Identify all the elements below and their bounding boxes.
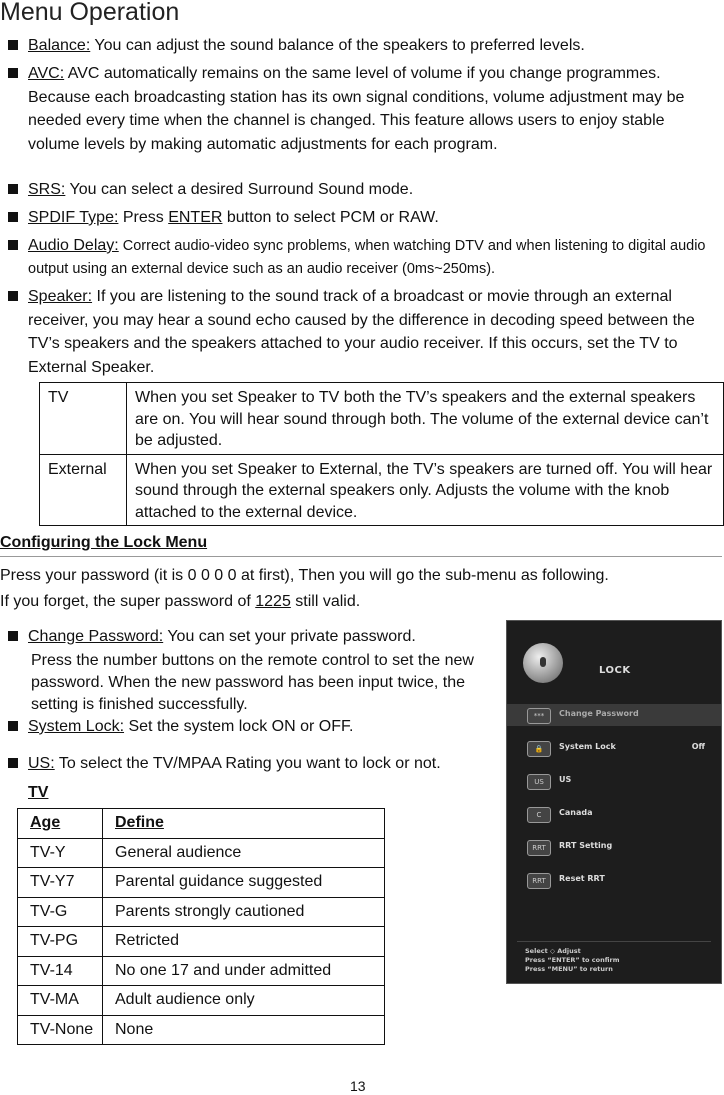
menu-title: LOCK <box>599 665 631 676</box>
srs-term: SRS: <box>28 181 66 198</box>
balance-paragraph <box>28 34 720 58</box>
page-title: Menu Operation <box>0 0 180 26</box>
bullet-icon <box>8 721 18 731</box>
bullet-icon <box>8 631 18 641</box>
menu-item-reset-rrt[interactable] <box>507 869 721 891</box>
footer-line: Select ◇ Adjust <box>525 947 581 955</box>
section-heading <box>0 534 722 557</box>
balance-term: Balance: <box>28 37 91 54</box>
page-number: 13 <box>350 1078 366 1094</box>
rating-table <box>17 808 385 1045</box>
menu-item-us[interactable] <box>507 770 721 792</box>
rrt-icon: RRT <box>527 840 551 856</box>
table-cell: TV-None <box>18 1015 103 1045</box>
srs-text: You can select a desired Surround Sound mode. <box>65 181 414 198</box>
audio-delay-paragraph <box>28 234 720 281</box>
menu-item-value: Off <box>691 742 705 751</box>
change-password-text: You can set your private password. <box>163 628 416 645</box>
speaker-text: If you are listening to the sound track of a broadcast or movie through an external receiver, you may hear a sound echo caused by the difference in decoding speed between the TV’s speakers and the speakers attached to your audio receiver. If this occurs, set the TV to External Speaker. <box>28 288 695 376</box>
system-lock-paragraph <box>28 715 498 739</box>
canada-icon: C <box>527 807 551 823</box>
table-row <box>18 927 385 957</box>
spdif-paragraph <box>28 206 720 230</box>
bullet-icon <box>8 240 18 250</box>
table-row <box>40 454 724 526</box>
lock-intro-2 <box>0 593 360 611</box>
system-lock-text: Set the system lock ON or OFF. <box>124 718 354 735</box>
change-password-paragraph <box>28 625 508 649</box>
bullet-icon <box>8 212 18 222</box>
table-cell: General audience <box>103 838 385 868</box>
divider <box>517 941 711 942</box>
us-term: US: <box>28 755 55 772</box>
system-lock-term: System Lock: <box>28 718 125 735</box>
table-cell: Parental guidance suggested <box>103 868 385 898</box>
speaker-table <box>39 382 724 526</box>
section-heading-text: Configuring the Lock Menu <box>0 534 208 551</box>
table-cell: TV-G <box>18 897 103 927</box>
table-header-row <box>18 809 385 839</box>
lock-intro-1: Press your password (it is 0 0 0 0 at first), Then you will go the sub-menu as following. <box>0 567 609 584</box>
table-cell: TV-Y <box>18 838 103 868</box>
padlock-icon <box>523 643 563 683</box>
avc-text: AVC automatically remains on the same level of volume if you change programmes. Because each broadcasting station has its own signal conditions, volume adjustment may be needed every time when the channel is changed. This feature allows users to enjoy stable volume levels by making automatic adjustments for each program. <box>28 65 685 153</box>
intro-text: If you forget, the super password of <box>0 593 256 610</box>
bullet-icon <box>8 68 18 78</box>
table-row <box>18 986 385 1016</box>
password-icon: *** <box>527 708 551 724</box>
us-text: To select the TV/MPAA Rating you want to lock or not. <box>54 755 441 772</box>
menu-item-change-password[interactable] <box>507 704 721 726</box>
bullet-icon <box>8 40 18 50</box>
bullet-icon <box>8 291 18 301</box>
menu-item-rrt-setting[interactable] <box>507 836 721 858</box>
balance-text: You can adjust the sound balance of the speakers to preferred levels. <box>90 37 585 54</box>
spdif-term: SPDIF Type: <box>28 209 119 226</box>
rrt-icon: RRT <box>527 873 551 889</box>
table-row <box>18 956 385 986</box>
table-cell: TV-PG <box>18 927 103 957</box>
table-cell: Adult audience only <box>103 986 385 1016</box>
speaker-paragraph <box>28 285 720 379</box>
footer-line: Press “ENTER” to confirm <box>525 956 620 964</box>
table-cell: No one 17 and under admitted <box>103 956 385 986</box>
lock-icon: 🔒 <box>527 741 551 757</box>
change-password-continued: Press the number buttons on the remote control to set the new password. When the new password has been input twice, the setting is finished successfully. <box>31 652 474 713</box>
bullet-icon <box>8 184 18 194</box>
menu-item-label: Reset RRT <box>559 874 605 883</box>
menu-item-system-lock[interactable] <box>507 737 721 759</box>
table-cell: Retricted <box>103 927 385 957</box>
table-cell: When you set Speaker to External, the TV’s speakers are turned off. You will hear sound through the external speakers only. Adjusts the volume with the knob attached to the external device. <box>127 454 724 526</box>
spdif-text-before: Press <box>118 209 169 226</box>
tv-lock-menu <box>506 620 722 984</box>
avc-paragraph <box>28 62 720 156</box>
table-row <box>18 838 385 868</box>
table-row <box>18 897 385 927</box>
table-row <box>40 383 724 455</box>
bullet-icon <box>8 758 18 768</box>
srs-paragraph <box>28 178 720 202</box>
speaker-term: Speaker: <box>28 288 93 305</box>
spdif-text-after: button to select PCM or RAW. <box>222 209 439 226</box>
table-cell: TV-MA <box>18 986 103 1016</box>
menu-footer <box>525 947 620 974</box>
table-cell: None <box>103 1015 385 1045</box>
super-password: 1225 <box>255 593 291 610</box>
table-cell: TV <box>40 383 127 455</box>
footer-line: Press “MENU” to return <box>525 965 613 973</box>
audio-delay-text: Correct audio-video sync problems, when watching DTV and when listening to digital audio output using an external device such as an audio receiver (0ms~250ms). <box>28 238 706 277</box>
table-cell: Parents strongly cautioned <box>103 897 385 927</box>
table-cell: External <box>40 454 127 526</box>
tv-rating-label: TV <box>28 784 49 801</box>
table-cell: When you set Speaker to TV both the TV’s speakers and the external speakers are on. You will hear sound through both. The volume of the external device can’t be adjusted. <box>127 383 724 455</box>
table-cell: TV-Y7 <box>18 868 103 898</box>
menu-item-label: System Lock <box>559 742 616 751</box>
table-row <box>18 868 385 898</box>
audio-delay-term: Audio Delay: <box>28 237 119 254</box>
intro-text: still valid. <box>290 593 361 610</box>
avc-term: AVC: <box>28 65 65 82</box>
menu-item-label: Change Password <box>559 709 639 718</box>
table-row <box>18 1015 385 1045</box>
us-paragraph <box>28 752 506 776</box>
menu-item-label: US <box>559 775 572 784</box>
table-header: Age <box>18 809 103 839</box>
table-cell: TV-14 <box>18 956 103 986</box>
spdif-key: ENTER <box>168 209 223 226</box>
menu-item-label: Canada <box>559 808 593 817</box>
change-password-term: Change Password: <box>28 628 164 645</box>
menu-item-label: RRT Setting <box>559 841 613 850</box>
table-header: Define <box>103 809 385 839</box>
menu-item-canada[interactable] <box>507 803 721 825</box>
us-icon: US <box>527 774 551 790</box>
